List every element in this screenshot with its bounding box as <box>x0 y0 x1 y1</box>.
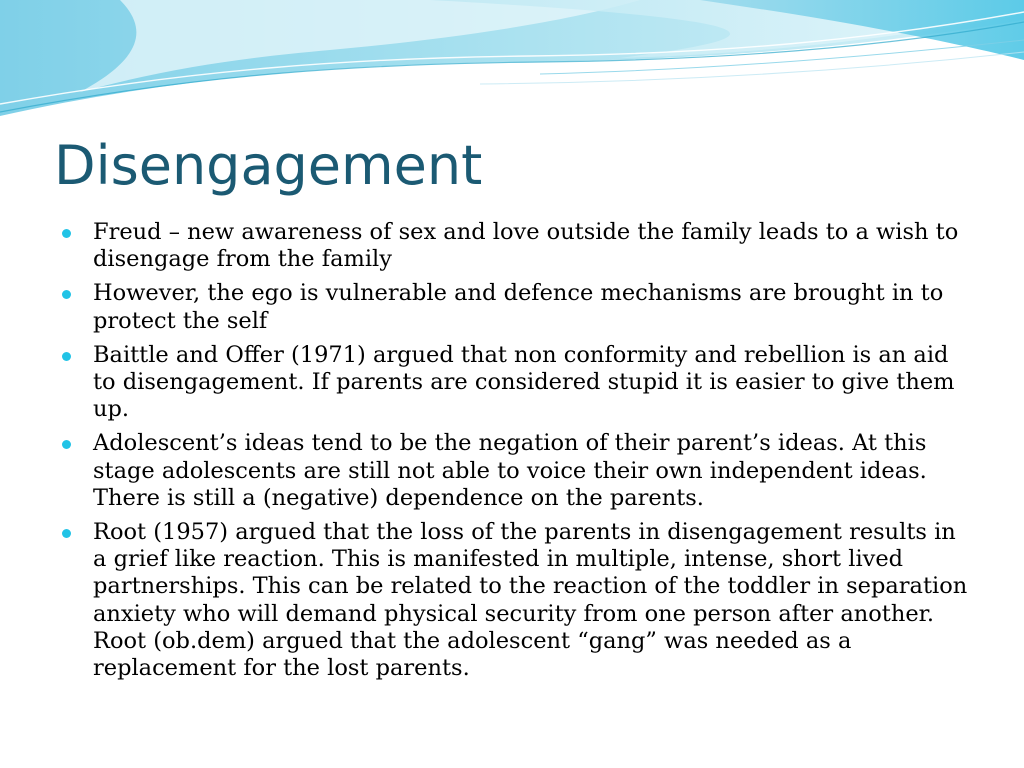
bullet-dot-icon <box>62 529 71 538</box>
bullet-text: Adolescent’s ideas tend to be the negation of their parent’s ideas. At this stage adolescents are still not able to voice their own independent ideas. There is still a (negative) dependence on the parents. <box>93 430 927 511</box>
bullet-item <box>60 280 975 334</box>
bullet-dot-icon <box>62 352 71 361</box>
bullet-text: However, the ego is vulnerable and defence mechanisms are brought in to protect the self <box>93 280 944 334</box>
bullet-dot-icon <box>62 229 71 238</box>
bullet-item <box>60 430 975 512</box>
bullet-item <box>60 219 975 273</box>
bullet-item <box>60 519 975 682</box>
slide-title: Disengagement <box>54 134 483 197</box>
bullet-item <box>60 342 975 424</box>
bullet-text: Root (1957) argued that the loss of the parents in disengagement results in a grief like reaction. This is manifested in multiple, intense, short lived partnerships. This can be related to the reaction of the toddler in separation anxiety who will demand physical security from one person after another. Root (ob.dem) argued that the adolescent “gang” was needed as a replacement for the lost parents. <box>93 519 968 682</box>
bullet-dot-icon <box>62 440 71 449</box>
bullet-text: Baittle and Offer (1971) argued that non conformity and rebellion is an aid to disengagement. If parents are considered stupid it is easier to give them up. <box>93 341 955 423</box>
wave-header-decoration <box>0 0 1024 130</box>
bullet-list <box>60 219 975 689</box>
bullet-text: Freud – new awareness of sex and love outside the family leads to a wish to disengage from the family <box>93 219 959 273</box>
bullet-dot-icon <box>62 290 71 299</box>
